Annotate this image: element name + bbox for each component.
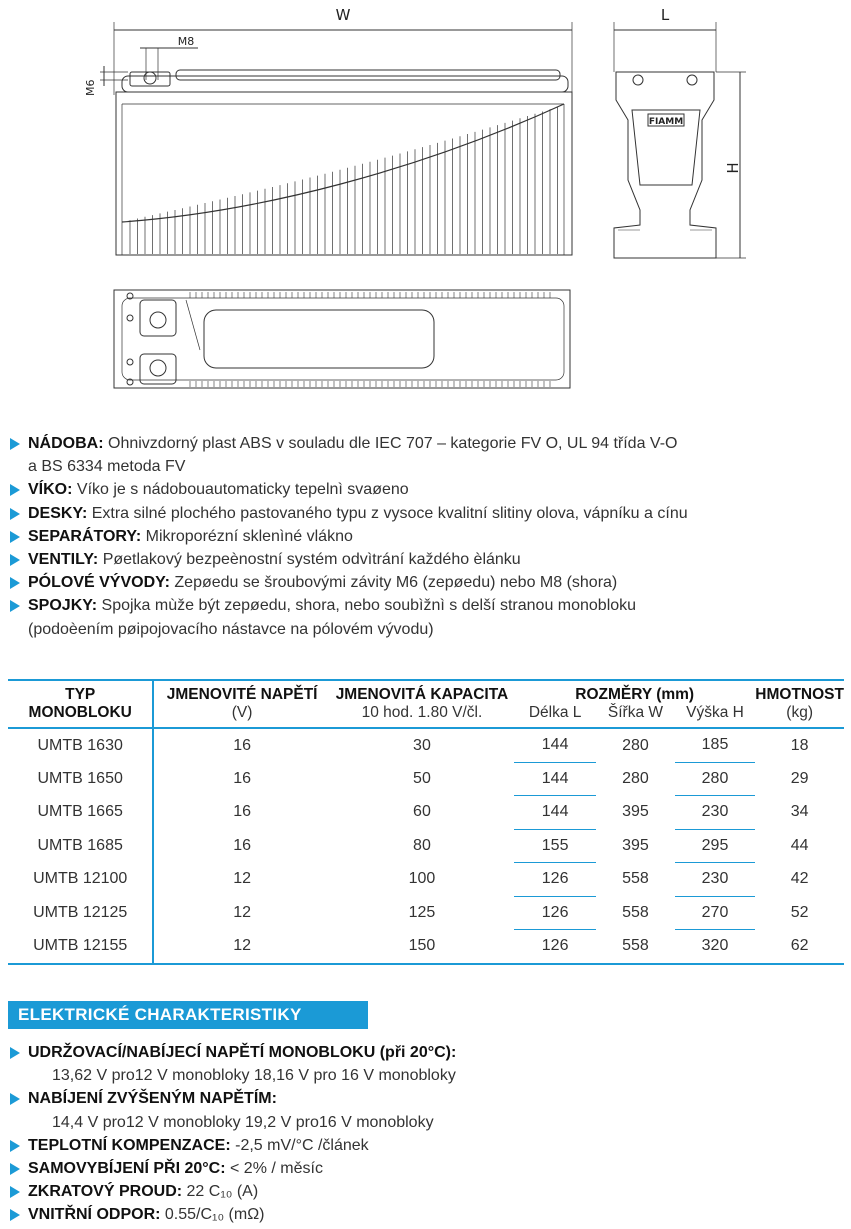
- cell-kapacita: 100: [408, 870, 436, 888]
- cell-sirka: 280: [622, 769, 649, 787]
- cell-vyska: 230: [675, 796, 756, 830]
- side-view: [614, 6, 746, 258]
- item-continuation: a BS 6334 metoda FV: [28, 458, 186, 476]
- top-view: [114, 290, 570, 388]
- item-text: -2,5 mV/°C /článek: [235, 1136, 369, 1154]
- cell-typ: UMTB 1650: [8, 762, 153, 796]
- terminal-thread-dimensions: [84, 35, 198, 96]
- item-text: Zepøedu se šroubovými závity M6 (zepøedu) nebo M8 (shora): [174, 574, 618, 592]
- cell-typ: UMTB 12155: [8, 930, 153, 964]
- item-label: VNITŘNÍ ODPOR:: [28, 1206, 161, 1224]
- col-header-sirka: Šířka W: [596, 704, 675, 728]
- list-item: [8, 594, 688, 640]
- cell-vyska: 280: [675, 762, 756, 796]
- item-text: Spojka mùže být zepøedu, shora, nebo soubìžnì s delší stranou monobloku: [101, 597, 637, 615]
- item-text: Pøetlakový bezpeènostní systém odvìtrání každého èlánku: [102, 551, 521, 569]
- item-label: VENTILY:: [28, 551, 99, 569]
- item-label: TEPLOTNÍ KOMPENZACE:: [28, 1136, 231, 1154]
- cell-typ: UMTB 1685: [8, 829, 153, 863]
- col-header-vyska: Výška H: [675, 704, 756, 728]
- cell-napeti: 16: [233, 803, 251, 821]
- cell-typ: UMTB 12100: [8, 863, 153, 897]
- cell-sirka: 558: [622, 870, 649, 888]
- w-label: W: [335, 6, 351, 24]
- cell-napeti: 12: [233, 870, 251, 888]
- bullet-arrow-icon: [10, 1186, 20, 1198]
- cell-sirka: 280: [622, 736, 649, 754]
- item-text: Ohnivzdorný plast ABS v souladu dle IEC 707 – kategorie FV O, UL 94 třída V-O: [108, 435, 678, 452]
- cell-delka: 144: [514, 728, 596, 762]
- list-item: [8, 1087, 456, 1133]
- cell-hmotnost: 44: [790, 836, 809, 854]
- col-header-hmotnost-unit: (kg): [755, 704, 844, 728]
- list-item: [8, 1134, 456, 1157]
- table-row: [8, 863, 844, 897]
- cell-napeti: 12: [233, 903, 251, 921]
- bullet-arrow-icon: [10, 531, 20, 543]
- table-row: [8, 829, 844, 863]
- col-header-napeti-unit: (V): [153, 704, 329, 728]
- bullet-arrow-icon: [10, 508, 20, 520]
- cell-vyska: 270: [675, 896, 756, 930]
- item-continuation: 14,4 V pro12 V monobloky 19,2 V pro16 V monobloky: [52, 1113, 434, 1131]
- m6-label: M6: [84, 79, 97, 96]
- cell-delka: 126: [514, 863, 596, 897]
- cell-kapacita: 80: [413, 836, 431, 854]
- width-dimension: [114, 6, 572, 95]
- col-header-typ: TYP: [8, 680, 153, 704]
- item-label: NÁDOBA:: [28, 435, 104, 452]
- cell-hmotnost: 52: [790, 903, 809, 921]
- section-header-electrical: ELEKTRICKÉ CHARAKTERISTIKY: [8, 1001, 368, 1029]
- item-text: Extra silné plochého pastovaného typu z vysoce kvalitní slitiny olova, vápníku a cínu: [91, 504, 688, 522]
- item-text: 22 C₁₀ (A): [186, 1183, 259, 1201]
- specs-table: [8, 679, 844, 965]
- cell-napeti: 16: [233, 769, 251, 787]
- cell-delka: 144: [514, 762, 596, 796]
- item-label: NABÍJENÍ ZVÝŠENÝM NAPĚTÍM:: [28, 1090, 277, 1108]
- cell-delka: 155: [514, 829, 596, 863]
- bullet-arrow-icon: [10, 1209, 20, 1221]
- item-label: SEPARÁTORY:: [28, 527, 142, 545]
- table-row: [8, 796, 844, 830]
- bullet-arrow-icon: [10, 1140, 20, 1152]
- list-item: [8, 1180, 456, 1203]
- item-label: ZKRATOVÝ PROUD:: [28, 1183, 183, 1201]
- list-item: [8, 548, 688, 571]
- cell-delka: 126: [514, 896, 596, 930]
- cell-hmotnost: 18: [790, 736, 809, 754]
- item-label: DESKY:: [28, 504, 88, 522]
- materials-list: [8, 432, 688, 641]
- bullet-arrow-icon: [10, 484, 20, 496]
- cell-kapacita: 150: [330, 930, 514, 964]
- cell-napeti: 16: [233, 736, 251, 754]
- l-label: L: [660, 6, 670, 24]
- list-item: [8, 1203, 456, 1226]
- cell-delka: 126: [514, 930, 596, 964]
- list-item: [8, 571, 688, 594]
- item-label: VÍKO:: [28, 481, 73, 499]
- table-row: [8, 728, 844, 762]
- cell-sirka: 558: [622, 903, 649, 921]
- table-row: [8, 762, 844, 796]
- cell-kapacita: 30: [413, 736, 431, 754]
- cell-napeti: 12: [153, 930, 329, 964]
- bullet-arrow-icon: [10, 1163, 20, 1175]
- col-header-delka: Délka L: [514, 704, 596, 728]
- list-item: [8, 478, 688, 501]
- fiamm-logo: FIAMM: [648, 117, 684, 127]
- cell-vyska: 320: [675, 930, 756, 964]
- m8-label: M8: [177, 35, 195, 48]
- cell-kapacita: 60: [413, 803, 431, 821]
- item-text: Víko je s nádobouautomaticky tepelnì svaøeno: [76, 481, 409, 499]
- col-header-rozmery: ROZMĚRY (mm): [514, 680, 755, 704]
- item-continuation: (podoèením pøipojovacího nástavce na pólovém vývodu): [28, 620, 434, 638]
- cell-kapacita: 50: [413, 769, 431, 787]
- table-row: [8, 930, 844, 964]
- cell-delka: 144: [514, 796, 596, 830]
- item-text: < 2% / měsíc: [230, 1160, 323, 1178]
- col-header-hmotnost: HMOTNOST: [755, 680, 844, 704]
- cell-sirka: 558: [596, 930, 675, 964]
- item-label: SPOJKY:: [28, 597, 98, 615]
- col-header-kapacita: JMENOVITÁ KAPACITA: [330, 680, 514, 704]
- cell-kapacita: 125: [408, 903, 436, 921]
- cell-vyska: 230: [675, 863, 756, 897]
- item-label: UDRŽOVACÍ/NABÍJECÍ NAPĚTÍ MONOBLOKU (při 20°C):: [28, 1044, 457, 1061]
- table-row: [8, 896, 844, 930]
- col-header-napeti: JMENOVITÉ NAPĚTÍ: [153, 680, 329, 704]
- cell-typ: UMTB 1630: [8, 728, 153, 762]
- bullet-arrow-icon: [10, 1047, 20, 1059]
- cell-hmotnost: 29: [790, 769, 809, 787]
- item-continuation: 13,62 V pro12 V monobloky 18,16 V pro 16 V monobloky: [52, 1067, 456, 1085]
- bullet-arrow-icon: [10, 600, 20, 612]
- electrical-list: [8, 1041, 456, 1227]
- bullet-arrow-icon: [10, 577, 20, 589]
- front-view: [116, 70, 572, 255]
- cell-typ: UMTB 12125: [8, 896, 153, 930]
- cell-napeti: 16: [233, 836, 251, 854]
- item-text: 0.55/C₁₀ (mΩ): [164, 1206, 265, 1224]
- cell-hmotnost: 42: [790, 870, 809, 888]
- cell-vyska: 295: [675, 829, 756, 863]
- h-label: H: [724, 162, 742, 174]
- cell-sirka: 395: [622, 803, 649, 821]
- item-label: PÓLOVÉ VÝVODY:: [28, 574, 170, 592]
- cell-typ: UMTB 1665: [8, 796, 153, 830]
- bullet-arrow-icon: [10, 554, 20, 566]
- item-label: SAMOVYBÍJENÍ PŘI 20°C:: [28, 1160, 226, 1178]
- col-header-monobloku: MONOBLOKU: [8, 704, 153, 728]
- bullet-arrow-icon: [10, 438, 20, 450]
- list-item: [8, 502, 688, 525]
- list-item: [8, 1157, 456, 1180]
- cell-hmotnost: 34: [790, 803, 809, 821]
- cell-sirka: 395: [622, 836, 649, 854]
- col-header-kapacita-unit: 10 hod. 1.80 V/čl.: [330, 704, 514, 728]
- cell-hmotnost: 62: [755, 930, 844, 964]
- battery-technical-drawing: [0, 0, 851, 400]
- list-item: [8, 1041, 456, 1087]
- cell-vyska: 185: [675, 728, 756, 762]
- list-item: [8, 525, 688, 548]
- item-text: Mikroporézní sklenìné vlákno: [145, 527, 353, 545]
- bullet-arrow-icon: [10, 1093, 20, 1105]
- list-item: [8, 432, 688, 478]
